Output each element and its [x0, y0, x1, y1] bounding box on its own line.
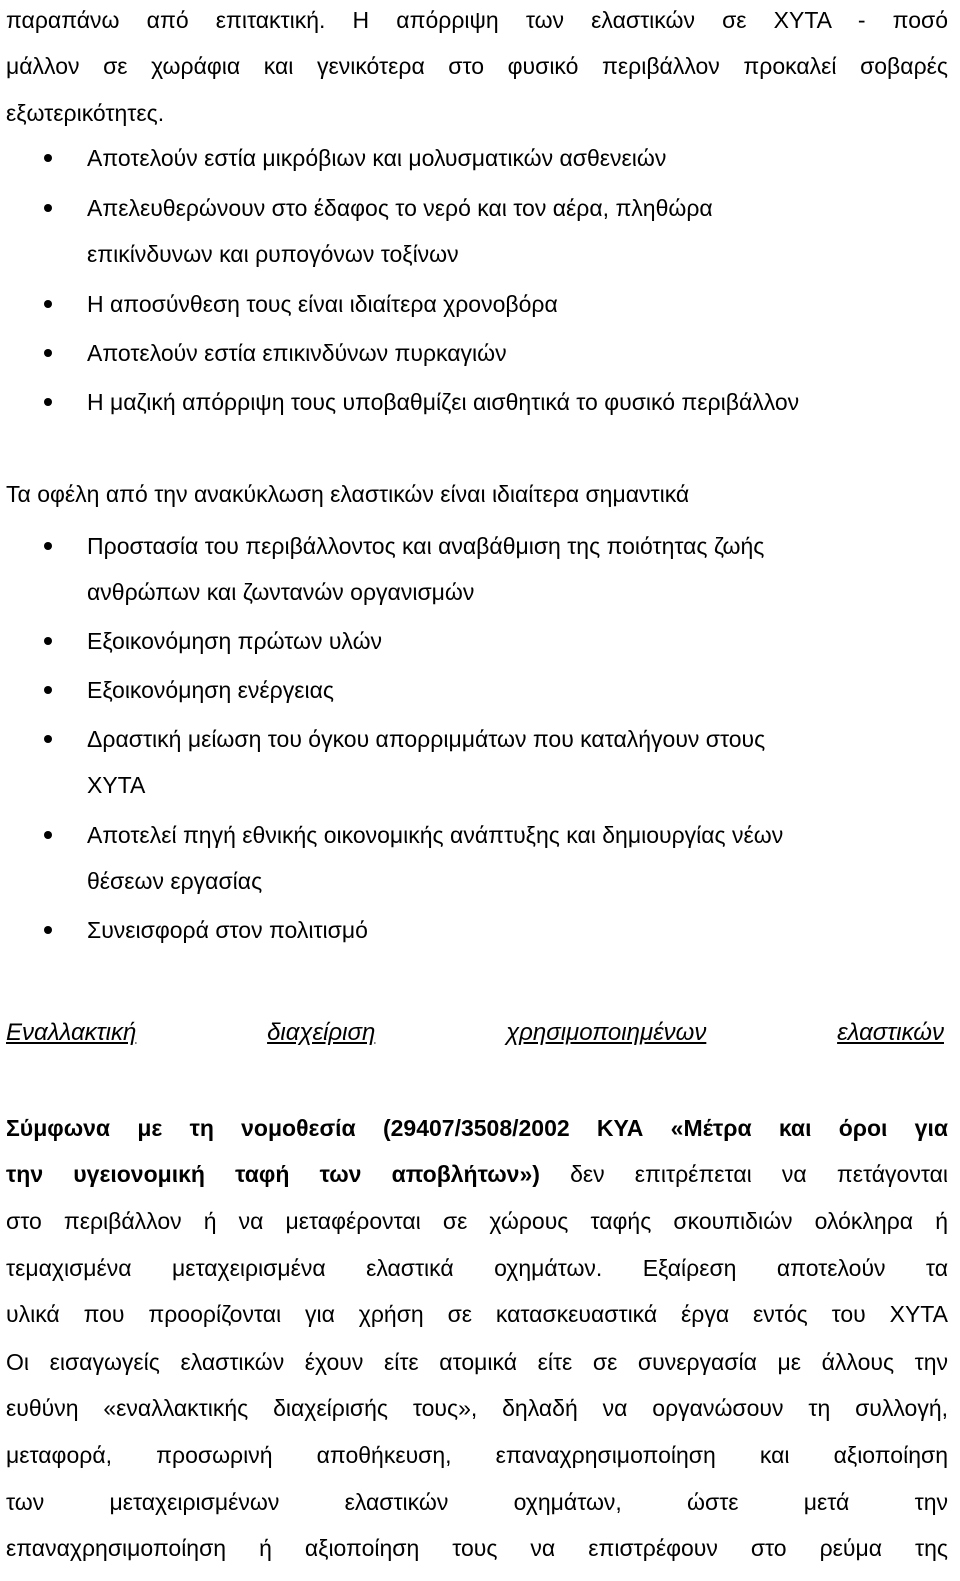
- list-item: Προστασία του περιβάλλοντος και αναβάθμιση της ποιότητας ζωής: [87, 533, 765, 559]
- law-bold-text: Σύμφωνα με τη νομοθεσία (29407/3508/2002 ΚΥΑ «Μέτρα και όροι για: [6, 1115, 948, 1141]
- intro-line: παραπάνω από επιτακτική. Η απόρριψη των ελαστικών σε ΧΥΤΑ - ποσό: [6, 7, 948, 33]
- bullet-icon: [44, 831, 52, 839]
- bullet-icon: [44, 637, 52, 645]
- law-line: ευθύνη «εναλλακτικής διαχείρισής τους», δηλαδή να οργανώσουν τη συλλογή,: [6, 1395, 948, 1421]
- list-item: Η μαζική απόρριψη τους υποβαθμίζει αισθητικά το φυσικό περιβάλλον: [87, 389, 800, 415]
- law-line: των μεταχειρισμένων ελαστικών οχημάτων, ώστε μετά την: [6, 1489, 948, 1515]
- list-item: Συνεισφορά στον πολιτισμό: [87, 917, 368, 943]
- law-line: Οι εισαγωγείς ελαστικών έχουν είτε ατομικά είτε σε συνεργασία με άλλους την: [6, 1349, 948, 1375]
- heading-word: ελαστικών: [837, 1019, 944, 1046]
- heading-word: διαχείριση: [267, 1019, 376, 1046]
- law-line: [6, 1114, 948, 1142]
- list-item: Η αποσύνθεση τους είναι ιδιαίτερα χρονοβόρα: [87, 291, 558, 317]
- bullet-icon: [44, 398, 52, 406]
- section-heading: [6, 1018, 944, 1048]
- law-line: στο περιβάλλον ή να μεταφέρονται σε χώρους ταφής σκουπιδιών ολόκληρα ή: [6, 1208, 948, 1234]
- intro-line: εξωτερικότητες.: [6, 100, 165, 126]
- law-line: υλικά που προορίζονται για χρήση σε κατασκευαστικά έργα εντός του ΧΥΤΑ: [6, 1301, 948, 1327]
- law-line: επαναχρησιμοποίηση ή αξιοποίηση τους να επιστρέφουν στο ρεύμα της: [6, 1535, 948, 1561]
- list-item: Αποτελούν εστία μικρόβιων και μολυσματικών ασθενειών: [87, 145, 667, 171]
- list-item: Εξοικονόμηση πρώτων υλών: [87, 628, 383, 654]
- law-bold-text: την υγειονομική ταφή των αποβλήτων»): [6, 1161, 540, 1187]
- list-item-continuation: ανθρώπων και ζωντανών οργανισμών: [87, 579, 475, 605]
- bullet-icon: [44, 542, 52, 550]
- list-item: Απελευθερώνουν στο έδαφος το νερό και τον αέρα, πληθώρα: [87, 195, 713, 221]
- list-item: Δραστική μείωση του όγκου απορριμμάτων που καταλήγουν στους: [87, 726, 766, 752]
- list-item-continuation: θέσεων εργασίας: [87, 868, 263, 894]
- heading-word: χρησιμοποιημένων: [506, 1019, 707, 1046]
- list-item-continuation: επικίνδυνων και ρυπογόνων τοξίνων: [87, 241, 459, 267]
- benefits-title: Τα οφέλη από την ανακύκλωση ελαστικών είναι ιδιαίτερα σημαντικά: [6, 481, 690, 507]
- bullet-icon: [44, 735, 52, 743]
- bullet-icon: [44, 686, 52, 694]
- list-item-continuation: ΧΥΤΑ: [87, 772, 146, 798]
- law-line: τεμαχισμένα μεταχειρισμένα ελαστικά οχημάτων. Εξαίρεση αποτελούν τα: [6, 1255, 948, 1281]
- law-line: [6, 1160, 948, 1188]
- bullet-icon: [44, 926, 52, 934]
- list-item: Αποτελούν εστία επικινδύνων πυρκαγιών: [87, 340, 507, 366]
- law-line: μεταφορά, προσωρινή αποθήκευση, επαναχρησιμοποίηση και αξιοποίηση: [6, 1442, 948, 1468]
- law-text: δεν επιτρέπεται να πετάγονται: [539, 1161, 948, 1187]
- intro-line: μάλλον σε χωράφια και γενικότερα στο φυσικό περιβάλλον προκαλεί σοβαρές: [6, 53, 948, 79]
- bullet-icon: [44, 204, 52, 212]
- list-item: Αποτελεί πηγή εθνικής οικονομικής ανάπτυξης και δημιουργίας νέων: [87, 822, 784, 848]
- bullet-icon: [44, 154, 52, 162]
- list-item: Εξοικονόμηση ενέργειας: [87, 677, 334, 703]
- bullet-icon: [44, 300, 52, 308]
- heading-word: Εναλλακτική: [6, 1019, 137, 1046]
- bullet-icon: [44, 349, 52, 357]
